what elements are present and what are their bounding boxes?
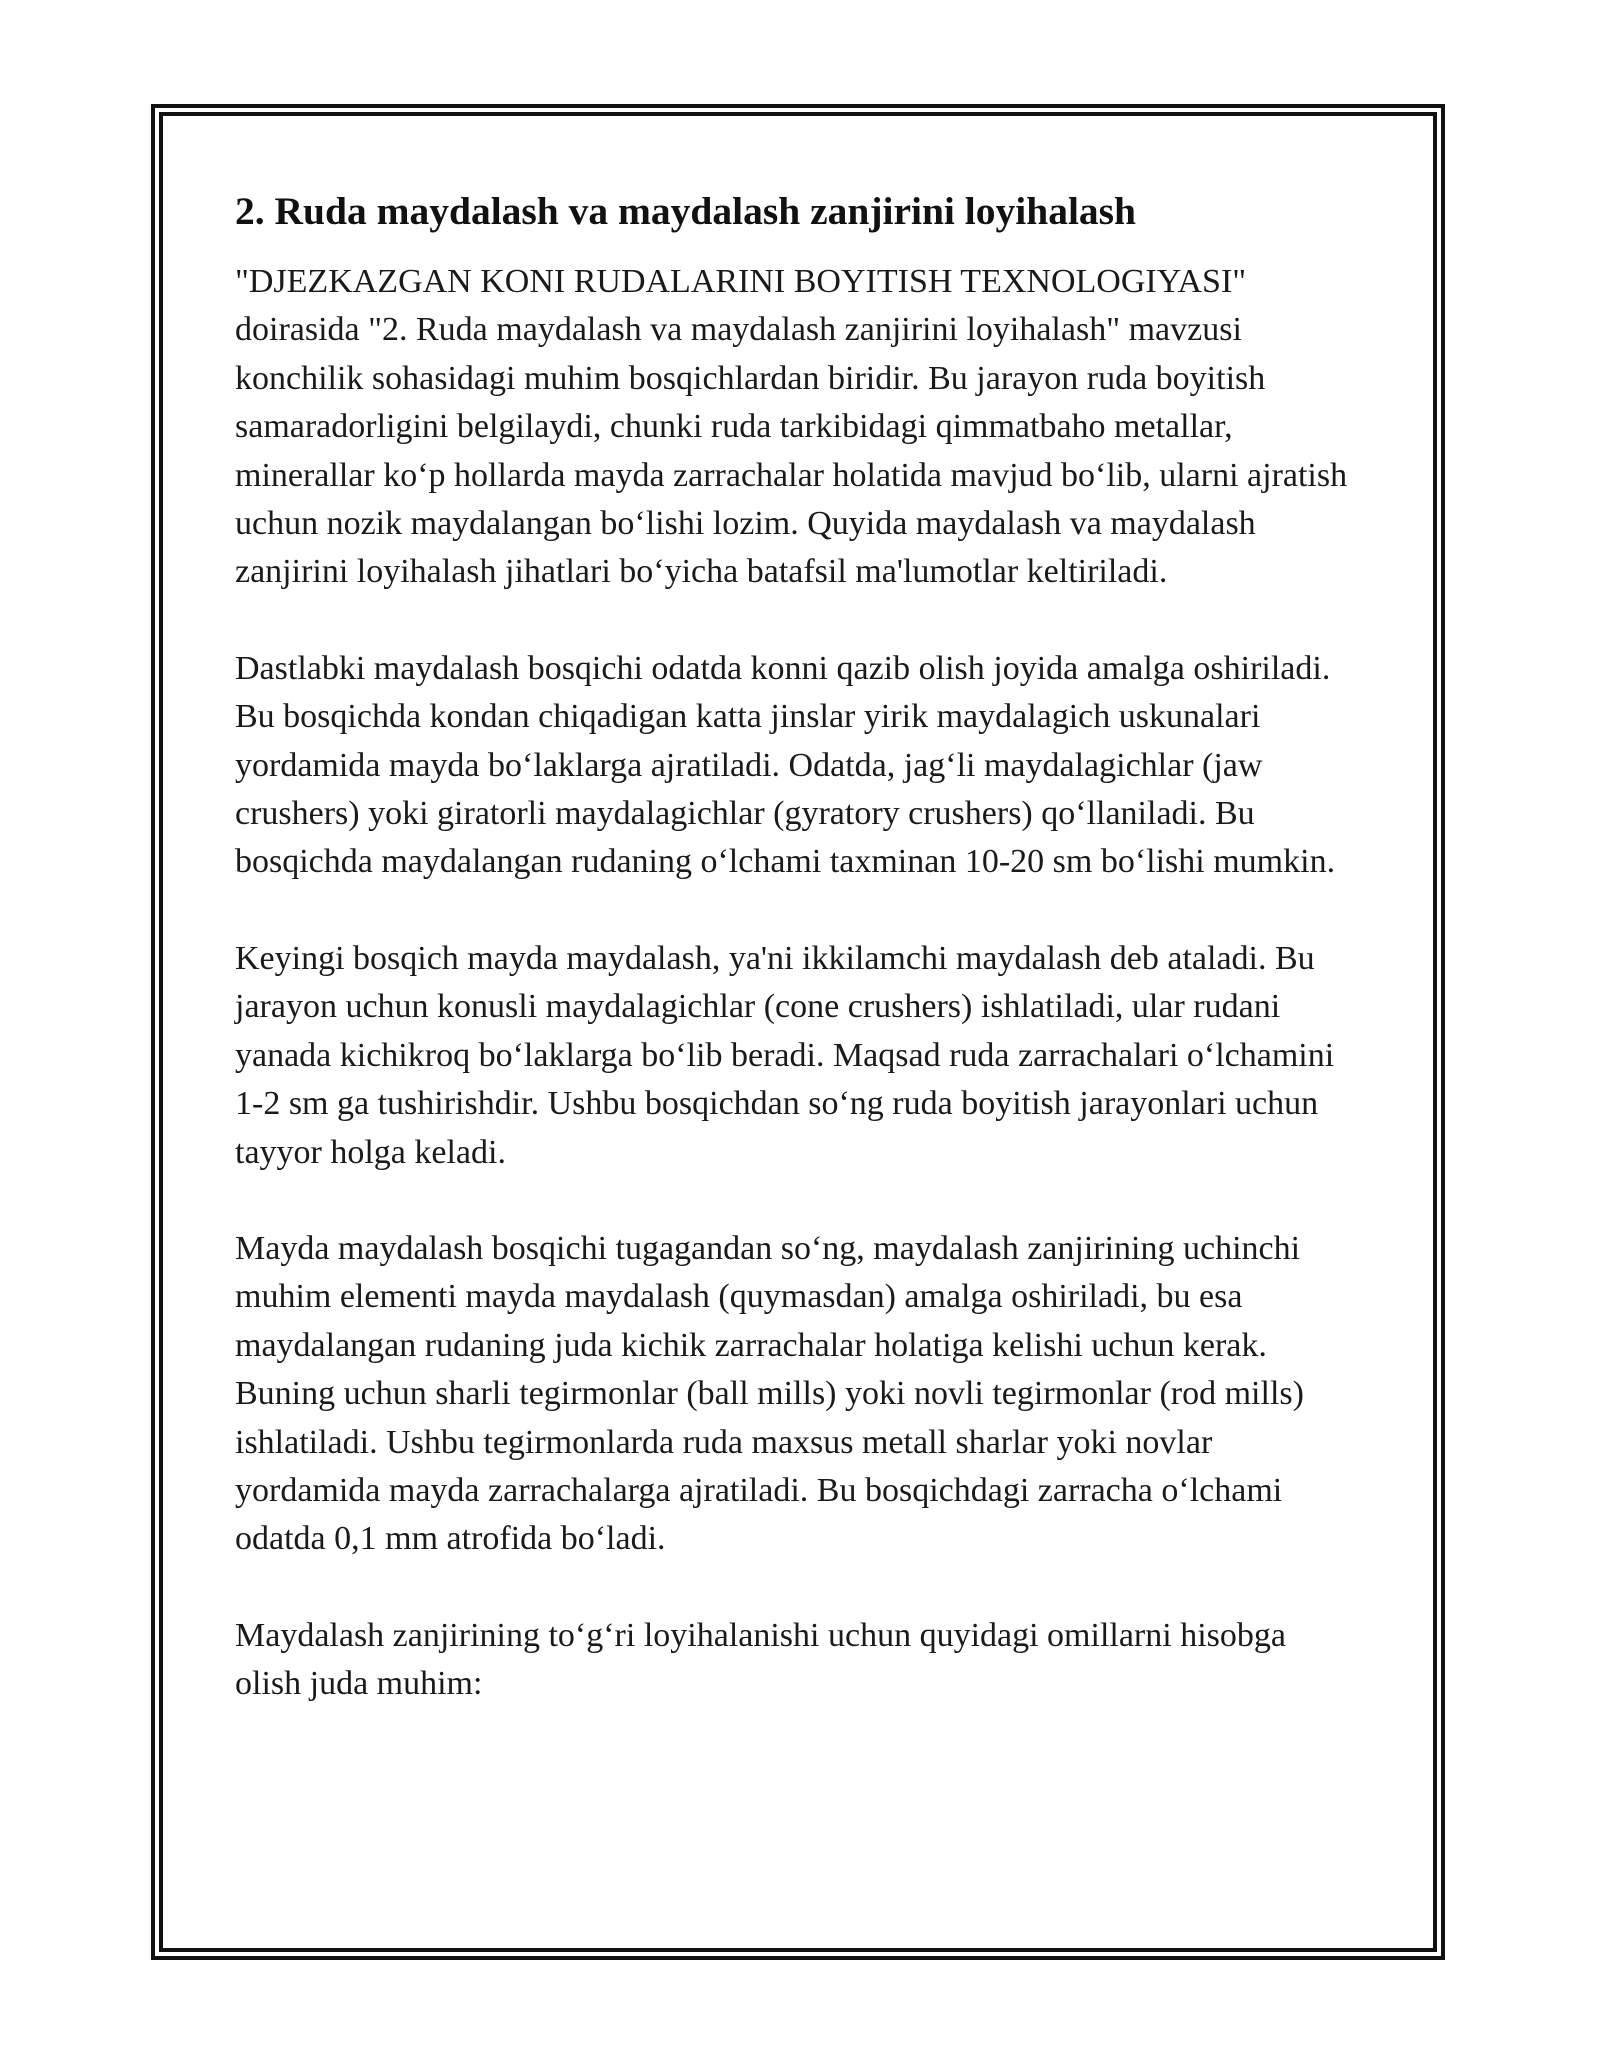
section-heading: 2. Ruda maydalash va maydalash zanjirini loyihalash bbox=[235, 189, 1137, 233]
document-content bbox=[235, 186, 1355, 1709]
paragraph-intro: "DJEZKAZGAN KONI RUDALARINI BOYITISH TEXNOLOGIYASI" doirasida "2. Ruda maydalash va maydalash zanjirini loyihalash" mavzusi konchilik sohasidagi muhim bosqichlardan biridir. Bu jarayon ruda boyitish samaradorligini belgilaydi, chunki ruda tarkibidagi qimmatbaho metallar, minerallar koʻp hollarda mayda zarrachalar holatida mavjud boʻlib, ularni ajratish uchun nozik maydalangan boʻlishi lozim. Quyida maydalash va maydalash zanjirini loyihalash jihatlari boʻyicha batafsil ma'lumotlar keltiriladi. bbox=[235, 263, 1348, 591]
paragraph-secondary-crushing: Keyingi bosqich mayda maydalash, ya'ni ikkilamchi maydalash deb ataladi. Bu jarayon uchun konusli maydalagichlar (cone crushers) ishlatiladi, ular rudani yanada kichikroq boʻlaklarga boʻlib beradi. Maqsad ruda zarrachalari oʻlchamini 1-2 sm ga tushirishdir. Ushbu bosqichdan soʻng ruda boyitish jarayonlari uchun tayyor holga keladi. bbox=[235, 939, 1335, 1171]
paragraph-primary-crushing: Dastlabki maydalash bosqichi odatda konni qazib olish joyida amalga oshiriladi. Bu bosqichda kondan chiqadigan katta jinslar yirik maydalagich uskunalari yordamida mayda boʻlaklarga ajratiladi. Odatda, jagʻli maydalagichlar (jaw crushers) yoki giratorli maydalagichlar (gyratory crushers) qoʻllaniladi. Bu bosqichda maydalangan rudaning oʻlchami taxminan 10-20 sm boʻlishi mumkin. bbox=[235, 649, 1336, 881]
paragraph-design-factors: Maydalash zanjirining toʻgʻri loyihalanishi uchun quyidagi omillarni hisobga olish juda muhim: bbox=[235, 1616, 1286, 1703]
paragraph-grinding: Mayda maydalash bosqichi tugagandan soʻng, maydalash zanjirining uchinchi muhim elementi mayda maydalash (quymasdan) amalga oshiriladi, bu esa maydalangan rudaning juda kichik zarrachalar holatiga kelishi uchun kerak. Buning uchun sharli tegirmonlar (ball mills) yoki novli tegirmonlar (rod mills) ishlatiladi. Ushbu tegirmonlarda ruda maxsus metall sharlar yoki novlar yordamida mayda zarrachalarga ajratiladi. Bu bosqichdagi zarracha oʻlchami odatda 0,1 mm atrofida boʻladi. bbox=[235, 1229, 1304, 1558]
